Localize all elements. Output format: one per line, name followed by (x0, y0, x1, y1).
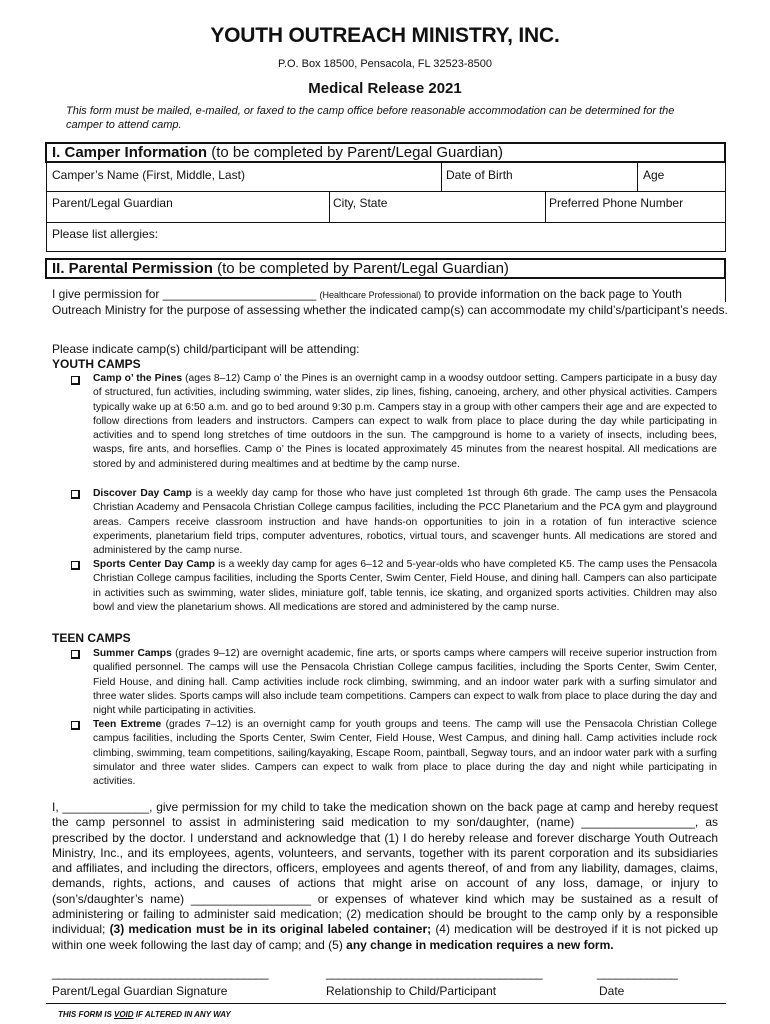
col-divider (329, 191, 330, 222)
section2-subtitle: (to be completed by Parent/Legal Guardian) (212, 260, 509, 277)
indicate-camps-text: Please indicate camp(s) child/participant will be attending: (52, 342, 360, 356)
section1-header (45, 142, 726, 163)
healthcare-professional-label: (Healthcare Professional) (319, 290, 422, 300)
void-word: VOID (114, 1010, 134, 1019)
guardian-signature-line[interactable]: ___________________________________ (52, 966, 269, 980)
sports-center-day-camp-checkbox[interactable] (71, 561, 80, 570)
permission-statement (52, 287, 728, 318)
teen-extreme-checkbox[interactable] (71, 721, 80, 730)
sports-center-day-camp-text: is a weekly day camp for ages 6–12 and 5-year-olds who have completed K5. The camp uses the Pensacola Christian College campus facilities, including the Sports Center, Swim Center, Field House, and dining hall. Campers can also participate in activities such as swimming, water slides, miniature golf, table tennis, ice skating, and organized sports activities. Children may also bowl and view the planetarium shows. All medications are stored and administered by the camp nurse. (93, 559, 717, 613)
sports-center-day-camp-description (93, 558, 717, 615)
teen-extreme-name: Teen Extreme (93, 719, 162, 730)
date-of-birth-field[interactable]: Date of Birth (446, 168, 513, 182)
date-label: Date (599, 984, 625, 998)
summer-camps-description (93, 647, 717, 718)
camp-o-the-pines-checkbox[interactable] (71, 376, 80, 385)
organization-name: YOUTH OUTREACH MINISTRY, INC. (210, 24, 560, 47)
teen-extreme-text: (grades 7–12) is an overnight camp for youth groups and teens. The camp will use the Pensacola Christian College campus facilities, including the Sports Center, Swim Center, Field House, West Campus, and dining hall. Camp activities include rock climbing, swimming, team competitions, sailing/kayaking, Escape Room, paintball, Segway tours, and an indoor water park with a surfing simulator and three water slides. Campers can expect to walk from place to place during the day and night while participating in activities. (93, 719, 717, 788)
summer-camps-checkbox[interactable] (71, 650, 80, 659)
guardian-signature-label: Parent/Legal Guardian Signature (52, 984, 228, 998)
sports-center-day-camp-name: Sports Center Day Camp (93, 559, 215, 570)
medication-release-paragraph (52, 800, 718, 953)
teen-camps-heading: TEEN CAMPS (52, 631, 131, 645)
camp-o-the-pines-name: Camp o’ the Pines (93, 373, 183, 384)
col-divider (441, 163, 442, 191)
release-text-continued: (4) medication will be destroyed if it is not picked up within one week following the last day of camp; and (5) (52, 922, 718, 952)
discover-day-camp-description (93, 487, 717, 558)
teen-extreme-description (93, 718, 717, 789)
age-field[interactable]: Age (643, 168, 665, 182)
permission-text: I give permission for _______________________ (52, 287, 320, 301)
camp-o-the-pines-description (93, 372, 717, 472)
void-notice-prefix: THIS FORM IS (58, 1010, 114, 1019)
summer-camps-name: Summer Camps (93, 648, 172, 659)
bottom-rule (46, 1003, 726, 1004)
section2-title: II. Parental Permission (52, 260, 213, 277)
void-notice-suffix: IF ALTERED IN ANY WAY (133, 1010, 231, 1019)
intro-instructions: This form must be mailed, e-mailed, or faxed to the camp office before reasonable accommodation can be determined for the camper to attend camp. (66, 105, 675, 131)
release-new-form-required: any change in medication requires a new form. (346, 937, 614, 952)
col-divider (637, 163, 638, 191)
form-title: Medical Release 2021 (308, 80, 462, 97)
summer-camps-text: (grades 9–12) are overnight academic, fine arts, or sports camps where campers will receive superior instruction from qualified personnel. The camps will use the Pensacola Christian College campus facilities, including the Sports Center, Swim Center, Field House, and dining hall. Camp activities include rock climbing, swimming, and an indoor water park with a surfing simulator and three water slides. Sports camps will also include team competitions. Campers can expect to walk from place to place during the day and night while participating in activities. (93, 648, 717, 717)
relationship-label: Relationship to Child/Participant (326, 984, 497, 998)
guardian-field[interactable]: Parent/Legal Guardian (52, 196, 173, 210)
section1-title: I. Camper Information (52, 144, 208, 161)
camper-name-field[interactable]: Camper’s Name (First, Middle, Last) (52, 168, 245, 182)
discover-day-camp-checkbox[interactable] (71, 490, 80, 499)
camp-o-the-pines-text: (ages 8–12) Camp o’ the Pines is an overnight camp in a woodsy outdoor setting. Campers participate in a busy day of structured, fun activities, including swimming, water slides, zip lines, fishing, canoeing, archery, and other physical activities. Campers typically wake up at 6:50 a.m. and go to bed around 9:30 p.m. Campers stay in a group with other campers their age and are expected to follow directions from leaders and instructors. Campers can expect to walk from place to place during the day while participating in activities and to spend long stretches of time outdoors in the sun. The campground is home to a variety of insects, including bees, wasps, fire ants, and horseflies. Camp o’ the Pines is located approximately 45 minutes from the nearest hospital. All medications are stored by and administered during mealtimes and at bedtime by the camp nurse. (93, 373, 717, 470)
release-original-container: (3) medication must be in its original labeled container; (109, 922, 432, 937)
row-divider (46, 222, 726, 223)
permission-text-rest: to provide information on the back page to Youth Outreach Ministry for the purpose of assessing whether the indicated camp(s) can accommodate my child’s/participant’s needs. (52, 287, 728, 317)
discover-day-camp-text: is a weekly day camp for those who have just completed 1st through 6th grade. The camp uses the Pensacola Christian Academy and Pensacola Christian College campus facilities, including the PCC Planetarium and the PCA gym and playground areas. Campers receive classroom instruction and have hands-on opportunities to join in a rotation of fun interactive science experiments, planetarium field trips, computer adventures, robotics, virtual tours, and scavenger hunts. All medications are stored and administered by the camp nurse. (93, 488, 717, 557)
section1-subtitle: (to be completed by Parent/Legal Guardian) (207, 144, 504, 161)
discover-day-camp-name: Discover Day Camp (93, 488, 192, 499)
relationship-line[interactable]: ___________________________________ (326, 966, 543, 980)
allergies-field[interactable]: Please list allergies: (52, 227, 159, 241)
city-state-field[interactable]: City, State (333, 196, 388, 210)
row-divider (46, 191, 726, 192)
youth-camps-heading: YOUTH CAMPS (52, 357, 141, 371)
phone-number-field[interactable]: Preferred Phone Number (549, 196, 684, 210)
release-text: I, _____________, give permission for my child to take the medication shown on the back page at camp and hereby request the camp personnel to assist in administering said medication to my son/daughter, (name) _________________, as prescribed by the doctor. I understand and acknowledge that (1) I do hereby release and forever discharge Youth Outreach Ministry, Inc., and its employees, agents, volunteers, and servants, together with its parent corporation and its subsidiaries and affiliates, and including the directors, officers, employees and agents thereof, of and from any liability, damages, claims, demands, rights, actions, and causes of actions that might arise on account of any loss, damage, or injury to (son’s/daughter’s name) __________________ or expenses of whatever kind which may be sustained as a result of administering or failing to administer said medication; (2) medication should be brought to the camp only by a responsible individual; (52, 800, 718, 937)
date-line[interactable]: _____________ (597, 966, 678, 980)
organization-address: P.O. Box 18500, Pensacola, FL 32523-8500 (277, 58, 493, 70)
col-divider (545, 191, 546, 222)
void-notice (58, 1010, 231, 1019)
section2-header (45, 258, 726, 279)
